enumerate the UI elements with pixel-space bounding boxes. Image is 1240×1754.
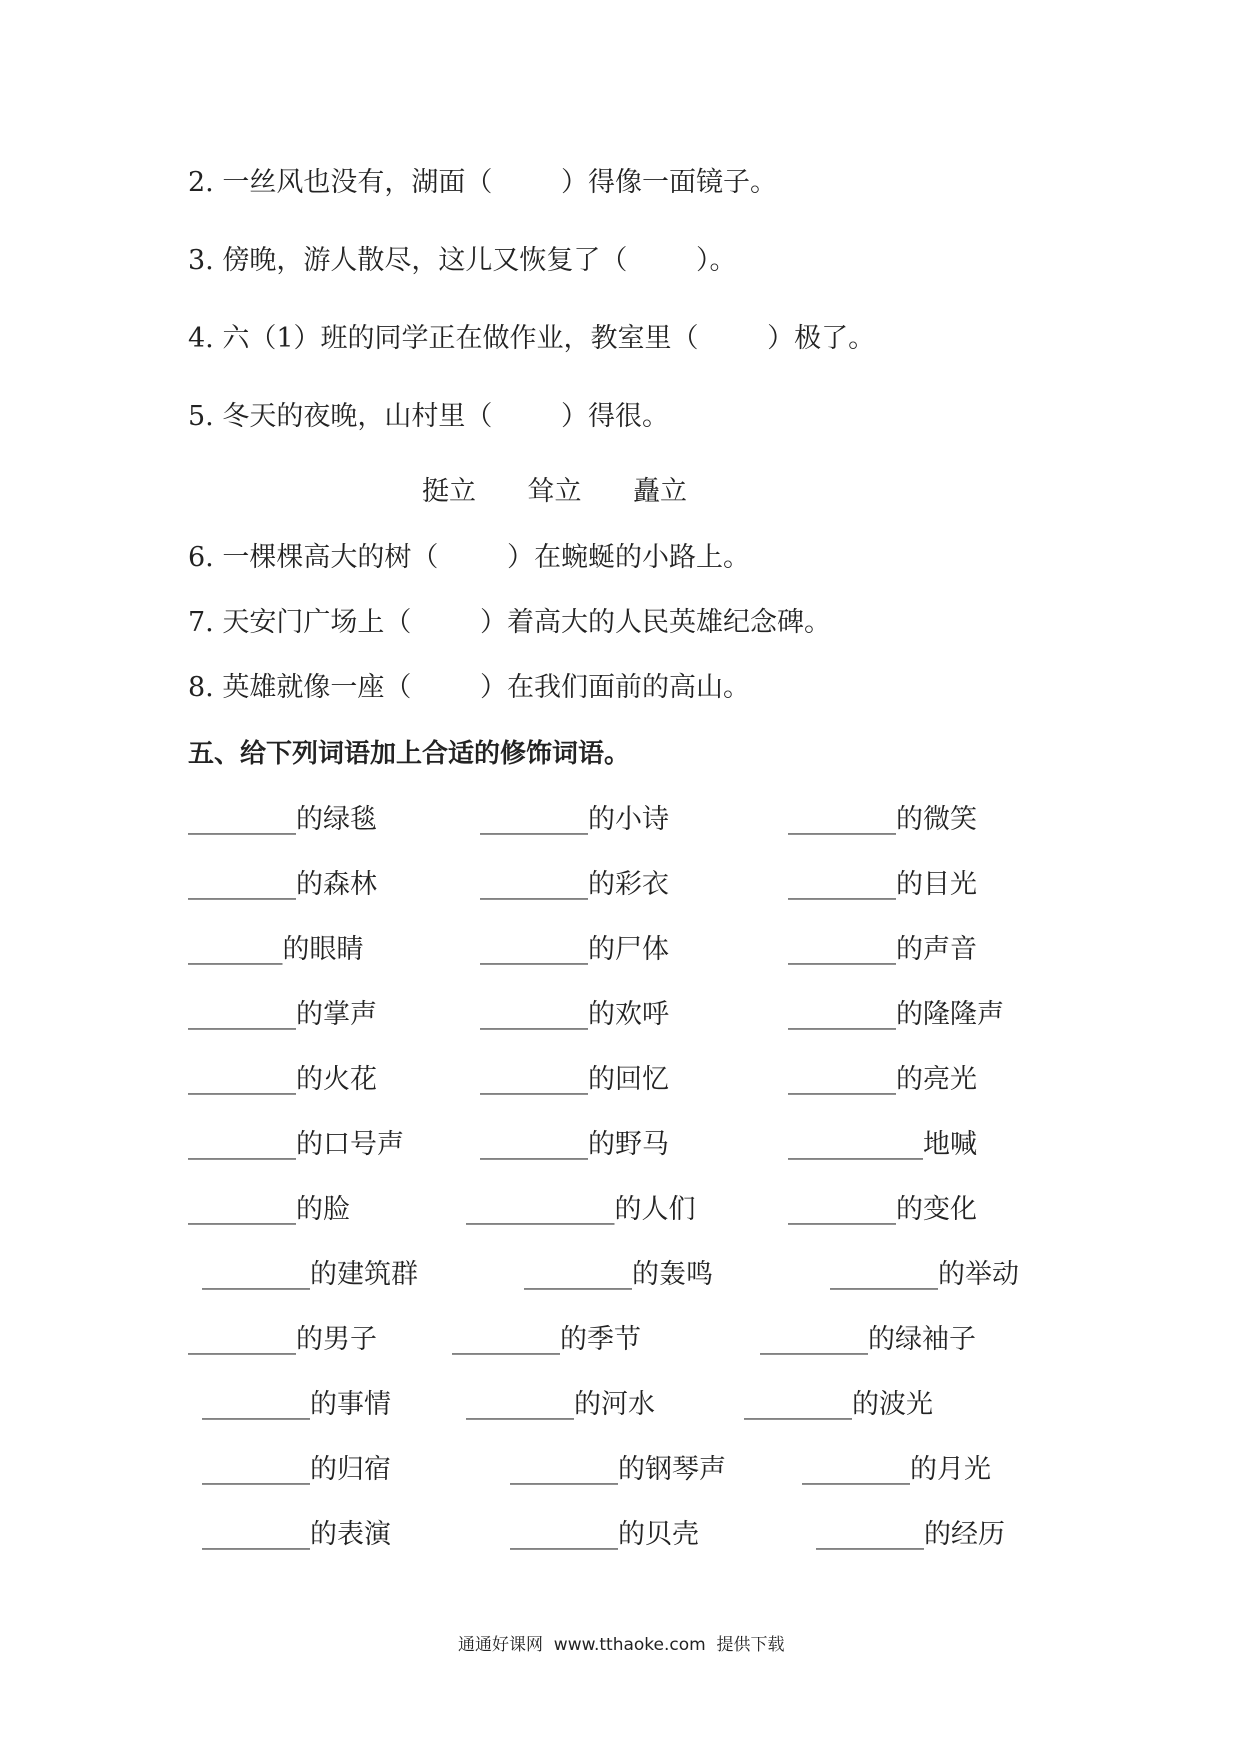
modifier-item: ________的归宿: [202, 1454, 391, 1485]
modifier-item: ________的亮光: [788, 1064, 977, 1095]
sentence-6: 6. 一棵棵高大的树（ ）在蜿蜒的小路上。: [188, 542, 751, 573]
sentence-3: 3. 傍晚，游人散尽，这儿又恢复了（ ）。: [188, 245, 737, 276]
modifier-item: ________的变化: [788, 1194, 977, 1225]
modifier-item: ________的河水: [466, 1389, 655, 1420]
modifier-item: ________的绿毯: [188, 804, 377, 835]
modifier-item: ________的回忆: [480, 1064, 669, 1095]
modifier-item: ________的尸体: [480, 934, 669, 965]
modifier-item: ________的月光: [802, 1454, 991, 1485]
modifier-item: ________的轰鸣: [524, 1259, 713, 1290]
modifier-item: ________的钢琴声: [510, 1454, 726, 1485]
modifier-item: ________的波光: [744, 1389, 933, 1420]
modifier-item: ________的彩衣: [480, 869, 669, 900]
modifier-item: ________的声音: [788, 934, 977, 965]
modifier-item: ________的小诗: [480, 804, 669, 835]
modifier-item: ________的男子: [188, 1324, 377, 1355]
modifier-item: ________的口号声: [188, 1129, 404, 1160]
modifier-item: ________的脸: [188, 1194, 350, 1225]
modifier-item: ________的森林: [188, 869, 377, 900]
modifier-item: ________的季节: [452, 1324, 641, 1355]
modifier-item: _______的眼睛: [188, 934, 364, 965]
modifier-item: ________的隆隆声: [788, 999, 1004, 1030]
modifier-item: ________的建筑群: [202, 1259, 418, 1290]
modifier-item: __________地喊: [788, 1129, 977, 1160]
modifier-item: ________的表演: [202, 1519, 391, 1550]
modifier-item: ________的野马: [480, 1129, 669, 1160]
modifier-item: ________的欢呼: [480, 999, 669, 1030]
sentence-7: 7. 天安门广场上（ ）着高大的人民英雄纪念碑。: [188, 607, 832, 638]
section-5-heading: 五、给下列词语加上合适的修饰词语。: [188, 739, 631, 769]
modifier-item: ________的贝壳: [510, 1519, 699, 1550]
modifier-item: ________的绿袖子: [760, 1324, 976, 1355]
modifier-item: ________的掌声: [188, 999, 377, 1030]
modifier-item: ___________的人们: [466, 1194, 696, 1225]
sentence-8: 8. 英雄就像一座（ ）在我们面前的高山。: [188, 672, 751, 703]
modifier-item: ________的举动: [830, 1259, 1019, 1290]
modifier-item: ________的经历: [816, 1519, 1005, 1550]
modifier-item: ________的目光: [788, 869, 977, 900]
modifier-item: ________的微笑: [788, 804, 977, 835]
word-options: 挺立 耸立 矗立: [422, 476, 687, 507]
sentence-5: 5. 冬天的夜晚，山村里（ ）得很。: [188, 401, 670, 432]
modifier-item: ________的火花: [188, 1064, 377, 1095]
sentence-4: 4. 六（1）班的同学正在做作业，教室里（ ）极了。: [188, 323, 876, 354]
footer-credit: 通通好课网 www.tthaoke.com 提供下载: [458, 1635, 785, 1655]
sentence-2: 2. 一丝风也没有，湖面（ ）得像一面镜子。: [188, 167, 778, 198]
modifier-item: ________的事情: [202, 1389, 391, 1420]
